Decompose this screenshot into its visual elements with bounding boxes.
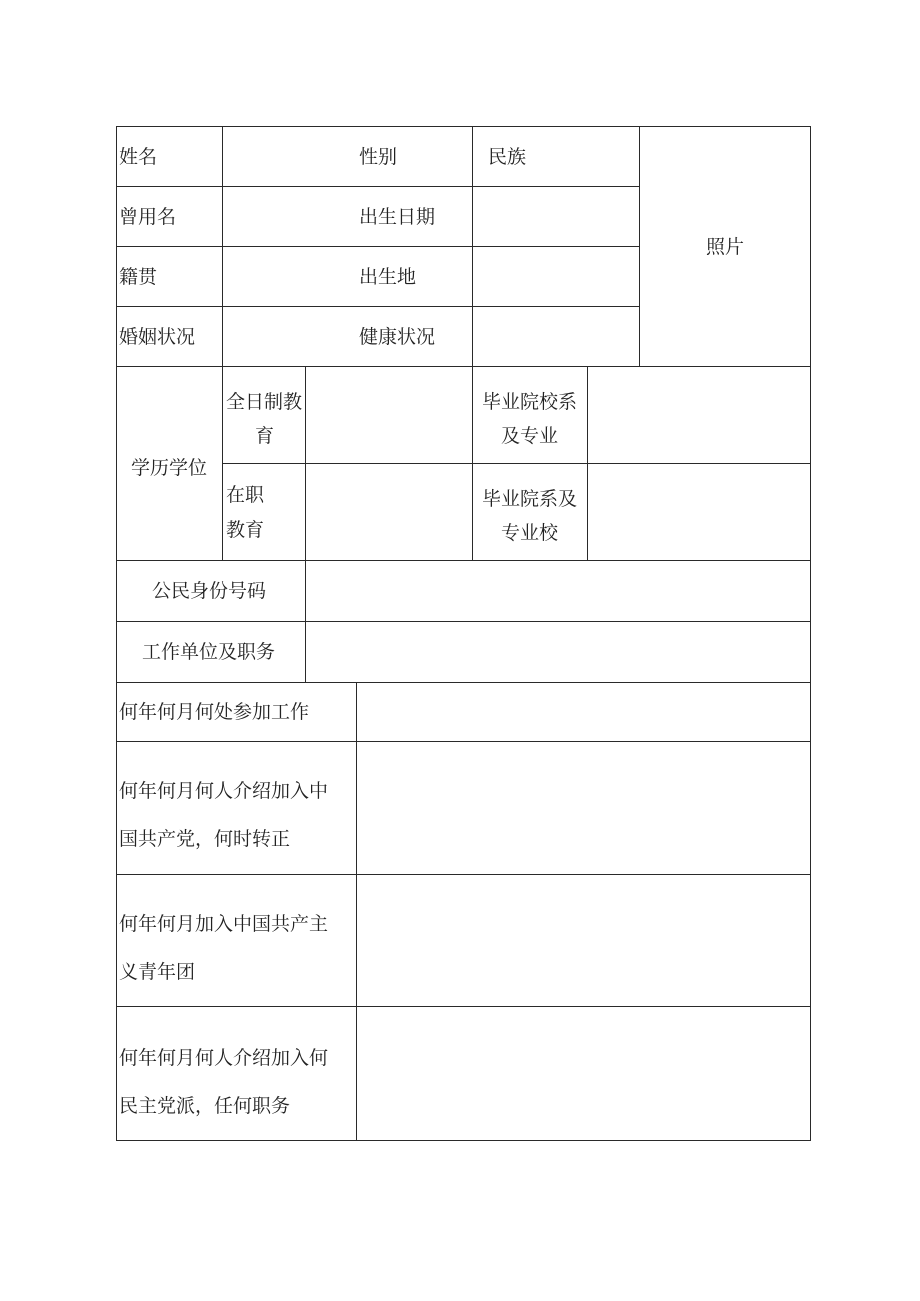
id-number-label: 公民身份号码 xyxy=(152,580,267,602)
table-col-divider xyxy=(222,366,223,560)
work-start-label: 何年何月何处参加工作 xyxy=(119,701,310,723)
marital-status-label: 婚姻状况 xyxy=(119,326,196,348)
fulltime-education-field[interactable] xyxy=(306,367,472,463)
inservice-school-label: 毕业院系及 xyxy=(482,488,578,510)
name-label: 姓名 xyxy=(119,146,158,168)
fulltime-school-label: 毕业院校系 xyxy=(482,391,578,413)
party-join-label-cont: 国共产党，何时转正 xyxy=(119,828,291,850)
league-join-label-cont: 义青年团 xyxy=(119,961,196,983)
work-start-field[interactable] xyxy=(357,683,810,741)
birth-date-label: 出生日期 xyxy=(359,206,436,228)
democratic-party-field[interactable] xyxy=(357,1007,810,1140)
league-join-label: 何年何月加入中国共产主 xyxy=(119,913,329,935)
inservice-education-label: 在职 xyxy=(226,484,265,506)
photo-field[interactable] xyxy=(640,127,810,366)
inservice-school-label-cont: 专业校 xyxy=(501,522,559,544)
health-status-field[interactable] xyxy=(473,307,638,366)
birthplace-field[interactable] xyxy=(473,247,638,306)
inservice-school-field[interactable] xyxy=(588,464,810,560)
inservice-education-label-cont: 教育 xyxy=(226,519,265,541)
democratic-party-label-cont: 民主党派，任何职务 xyxy=(119,1095,291,1117)
fulltime-education-label-cont: 育 xyxy=(255,425,275,447)
name-field[interactable] xyxy=(223,127,348,186)
party-join-label: 何年何月何人介绍加入中 xyxy=(119,780,329,802)
education-degree-label: 学历学位 xyxy=(131,457,208,479)
table-border-bottom xyxy=(116,1140,811,1141)
former-name-label: 曾用名 xyxy=(119,206,177,228)
fulltime-education-label: 全日制教 xyxy=(226,391,303,413)
native-place-label: 籍贯 xyxy=(119,266,158,288)
ethnicity-field[interactable] xyxy=(540,127,638,186)
fulltime-school-label-cont: 及专业 xyxy=(501,425,559,447)
table-border-right xyxy=(810,126,811,1141)
health-status-label: 健康状况 xyxy=(359,326,436,348)
marital-status-field[interactable] xyxy=(223,307,348,366)
democratic-party-label: 何年何月何人介绍加入何 xyxy=(119,1047,329,1069)
table-col-divider xyxy=(472,366,473,560)
league-join-field[interactable] xyxy=(357,875,810,1006)
inservice-education-field[interactable] xyxy=(306,464,472,560)
ethnicity-label: 民族 xyxy=(488,146,527,168)
birthplace-label: 出生地 xyxy=(359,266,417,288)
gender-label: 性别 xyxy=(359,146,398,168)
gender-field[interactable] xyxy=(410,127,471,186)
party-join-field[interactable] xyxy=(357,742,810,874)
birth-date-field[interactable] xyxy=(473,187,638,246)
photo-label: 照片 xyxy=(706,236,745,258)
native-place-field[interactable] xyxy=(223,247,348,306)
former-name-field[interactable] xyxy=(223,187,348,246)
workplace-label: 工作单位及职务 xyxy=(142,641,276,663)
table-border-left xyxy=(116,126,117,1141)
fulltime-school-field[interactable] xyxy=(588,367,810,463)
workplace-field[interactable] xyxy=(306,622,810,682)
id-number-field[interactable] xyxy=(306,561,810,621)
